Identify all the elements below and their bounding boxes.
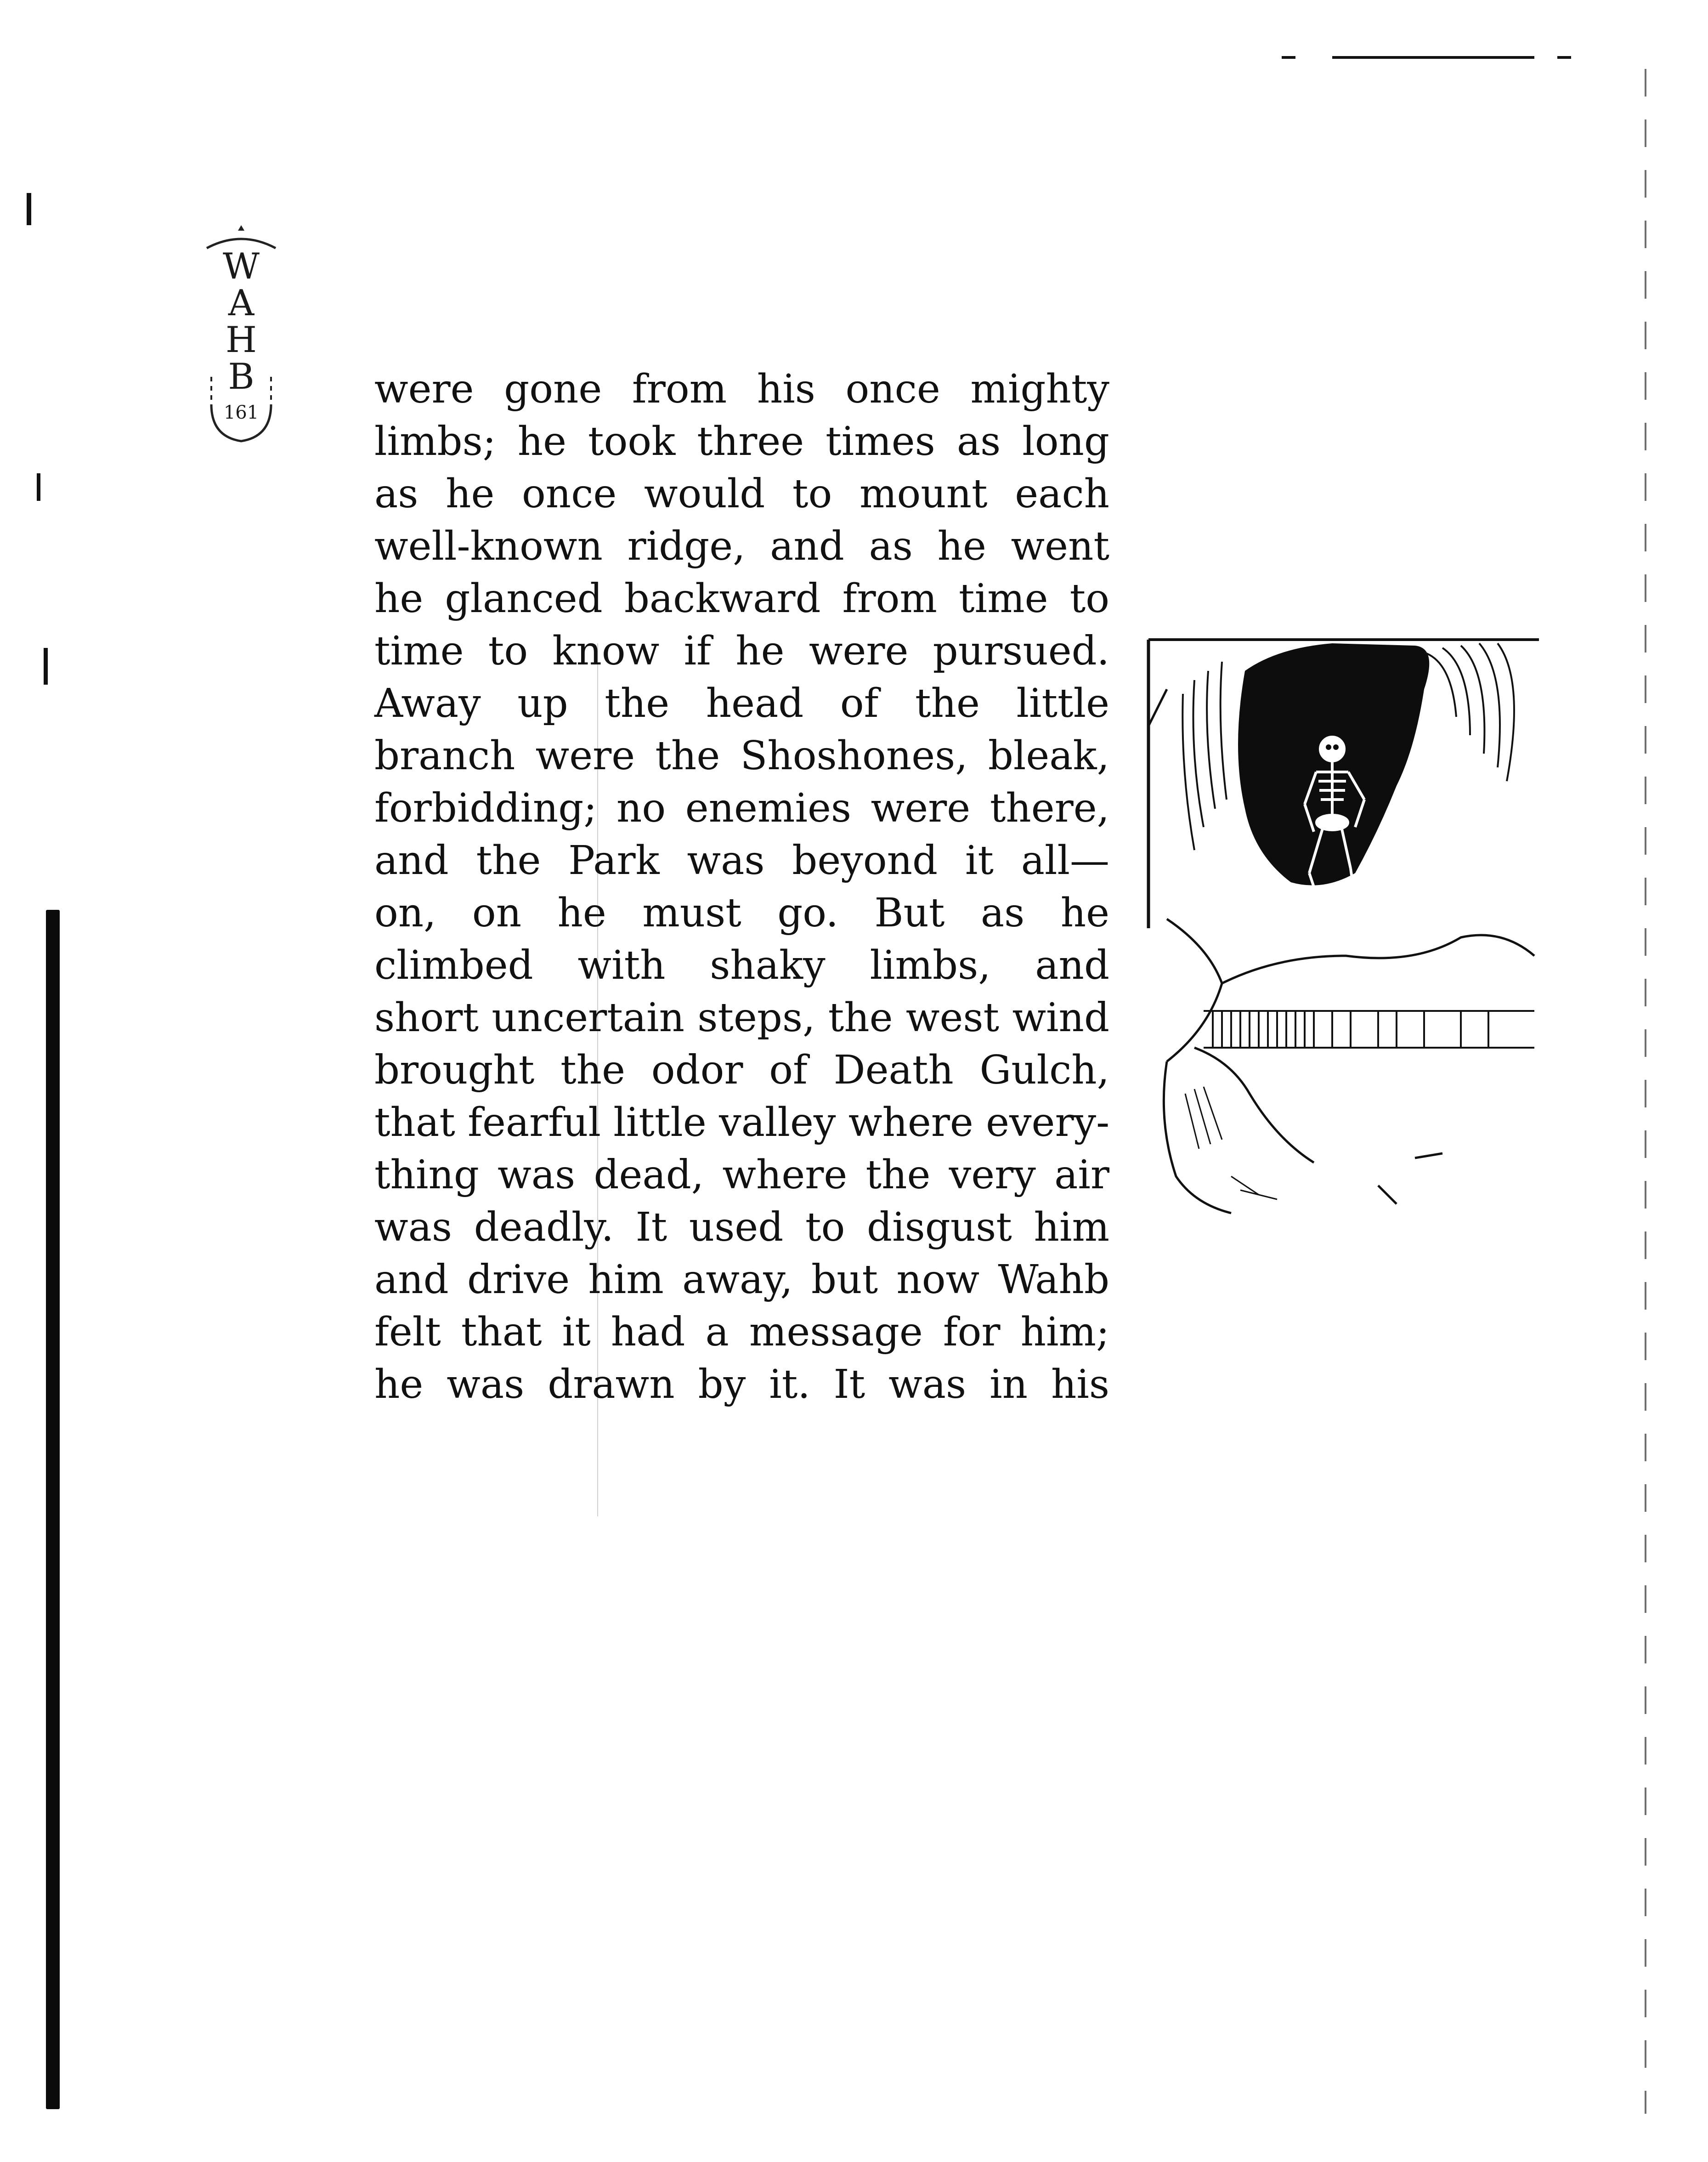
text-line: that fearful little valley where every- [374,1100,1110,1146]
text-line: well-known ridge, and as he went [374,523,1109,569]
margin-mark [37,473,40,501]
text-line: short uncertain steps, the west wind [374,995,1109,1041]
text-line: were gone from his once mighty [374,366,1109,412]
top-rule-dash [1282,56,1295,59]
body-text [374,363,1109,1411]
text-line: was deadly. It used to disgust him [374,1204,1109,1250]
text-line: and the Park was beyond it all— [374,838,1109,884]
page-edge-shadow [46,910,60,2109]
margin-mark [44,648,48,685]
text-line: felt that it had a message for him; [374,1309,1109,1355]
text-line: branch were the Shoshones, bleak, [374,733,1109,779]
margin-mark [27,193,31,225]
skeleton-icon [1139,634,1544,1277]
emblem-letter: H [225,319,257,361]
emblem-letter: B [228,356,255,397]
emblem-letter: W [222,246,260,287]
skeleton-cave-illustration [1139,634,1544,1277]
chapter-emblem [202,221,280,450]
text-line: limbs; he took three times as long [374,419,1109,465]
text-line: climbed with shaky limbs, and [374,942,1109,988]
text-line: on, on he must go. But as he [374,890,1109,936]
top-rule [1332,56,1534,59]
page-edge-right [1645,69,1646,2114]
text-line: time to know if he were pursued. [374,628,1109,674]
text-line: forbidding; no enemies were there, [374,785,1109,831]
text-line: Away up the head of the little [374,681,1109,726]
page-number: 161 [223,402,259,423]
text-line: thing was dead, where the very air [374,1152,1109,1198]
text-line: he was drawn by it. It was in his [374,1362,1109,1407]
text-line: brought the odor of Death Gulch, [374,1047,1109,1093]
top-rule-dash [1557,56,1571,59]
text-line: as he once would to mount each [374,471,1109,517]
emblem-letter: A [228,283,255,324]
text-line: he glanced backward from time to [374,576,1109,622]
text-line: and drive him away, but now Wahb [374,1257,1109,1303]
